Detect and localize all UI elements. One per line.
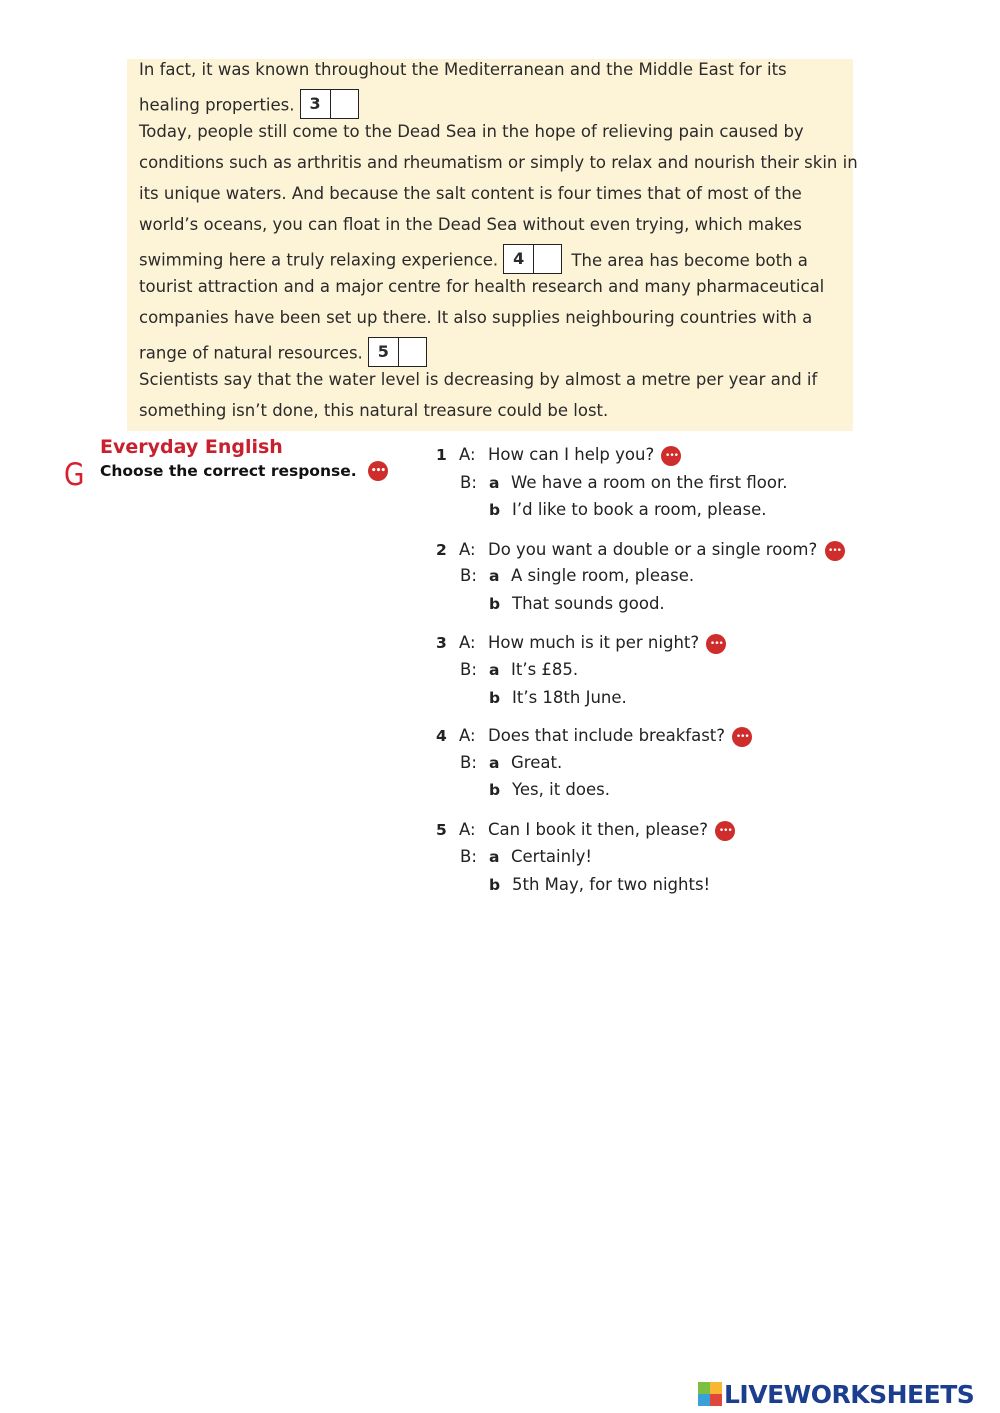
question-speaker-b: B: bbox=[460, 847, 477, 866]
reading-line: swimming here a truly relaxing experience. 4 The area has become both a bbox=[139, 246, 808, 276]
audio-icon[interactable] bbox=[825, 541, 845, 561]
reading-line: something isn’t done, this natural treasure could be lost. bbox=[139, 401, 609, 420]
audio-icon[interactable] bbox=[715, 821, 735, 841]
reading-line: In fact, it was known throughout the Mediterranean and the Middle East for its bbox=[139, 60, 787, 79]
question-speaker-a: A: bbox=[459, 445, 476, 464]
reading-line: Today, people still come to the Dead Sea in the hope of relieving pain caused by bbox=[139, 122, 804, 141]
option-letter-a: a bbox=[489, 567, 500, 585]
gap-box-5 bbox=[368, 337, 427, 367]
reading-line: Scientists say that the water level is decreasing by almost a metre per year and if bbox=[139, 370, 818, 389]
question-speaker-b: B: bbox=[460, 753, 477, 772]
gap-answer-slot-3[interactable] bbox=[331, 90, 358, 118]
reading-line: conditions such as arthritis and rheumatism or simply to relax and nourish their skin in bbox=[139, 153, 858, 172]
audio-icon[interactable] bbox=[661, 446, 681, 466]
option-a[interactable]: It’s £85. bbox=[511, 660, 579, 679]
reading-line: tourist attraction and a major centre for health research and many pharmaceutical bbox=[139, 277, 825, 296]
brand-logo[interactable] bbox=[698, 1378, 974, 1410]
question-speaker-a: A: bbox=[459, 820, 476, 839]
gap-answer-slot-5[interactable] bbox=[399, 338, 426, 366]
option-a[interactable]: We have a room on the first floor. bbox=[511, 473, 788, 492]
option-a[interactable]: Certainly! bbox=[511, 847, 593, 866]
question-number: 5 bbox=[436, 821, 447, 839]
option-b[interactable]: 5th May, for two nights! bbox=[512, 875, 711, 894]
option-b[interactable]: I’d like to book a room, please. bbox=[512, 500, 767, 519]
reading-line: its unique waters. And because the salt content is four times that of most of the bbox=[139, 184, 802, 203]
option-letter-b: b bbox=[489, 595, 501, 613]
section-title: Everyday English bbox=[100, 436, 283, 458]
reading-line: companies have been set up there. It also supplies neighbouring countries with a bbox=[139, 308, 813, 327]
liveworksheets-logo-icon bbox=[698, 1382, 722, 1406]
question-number: 3 bbox=[436, 634, 447, 652]
question-speaker-b: B: bbox=[460, 473, 477, 492]
option-letter-b: b bbox=[489, 689, 501, 707]
option-letter-b: b bbox=[489, 876, 501, 894]
question-speaker-a: A: bbox=[459, 633, 476, 652]
option-letter-a: a bbox=[489, 754, 500, 772]
option-letter-a: a bbox=[489, 661, 500, 679]
question-speaker-b: B: bbox=[460, 660, 477, 679]
reading-line: world’s oceans, you can float in the Dead Sea without even trying, which makes bbox=[139, 215, 802, 234]
reading-line: range of natural resources. 5 bbox=[139, 339, 427, 369]
audio-icon[interactable] bbox=[368, 461, 388, 481]
question-number: 1 bbox=[436, 446, 447, 464]
brand-name: LIVEWORKSHEETS bbox=[724, 1379, 975, 1409]
gap-number: 5 bbox=[369, 338, 399, 366]
instruction: Choose the correct response. ••• bbox=[100, 461, 388, 482]
gap-number: 4 bbox=[504, 245, 534, 273]
question-prompt: How can I help you? ••• bbox=[488, 444, 681, 466]
question-speaker-a: A: bbox=[459, 540, 476, 559]
option-b[interactable]: Yes, it does. bbox=[512, 780, 610, 799]
question-prompt: Do you want a double or a single room? ••• bbox=[488, 539, 845, 561]
gap-number: 3 bbox=[301, 90, 331, 118]
option-b[interactable]: That sounds good. bbox=[512, 594, 665, 613]
gap-box-3 bbox=[300, 89, 359, 119]
question-speaker-b: B: bbox=[460, 566, 477, 585]
question-speaker-a: A: bbox=[459, 726, 476, 745]
option-b[interactable]: It’s 18th June. bbox=[512, 688, 627, 707]
audio-icon[interactable] bbox=[732, 727, 752, 747]
reading-line: healing properties. 3 bbox=[139, 91, 359, 121]
question-number: 2 bbox=[436, 541, 447, 559]
question-prompt: Does that include breakfast? ••• bbox=[488, 725, 752, 747]
option-letter-b: b bbox=[489, 781, 501, 799]
option-letter-a: a bbox=[489, 848, 500, 866]
question-prompt: How much is it per night? ••• bbox=[488, 632, 726, 654]
gap-box-4 bbox=[503, 244, 562, 274]
option-letter-b: b bbox=[489, 501, 501, 519]
option-a[interactable]: Great. bbox=[511, 753, 563, 772]
section-letter: G bbox=[64, 457, 85, 493]
question-number: 4 bbox=[436, 727, 447, 745]
option-letter-a: a bbox=[489, 474, 500, 492]
question-prompt: Can I book it then, please? ••• bbox=[488, 819, 735, 841]
reading-passage bbox=[127, 59, 858, 431]
audio-icon[interactable] bbox=[706, 634, 726, 654]
option-a[interactable]: A single room, please. bbox=[511, 566, 695, 585]
gap-answer-slot-4[interactable] bbox=[534, 245, 561, 273]
